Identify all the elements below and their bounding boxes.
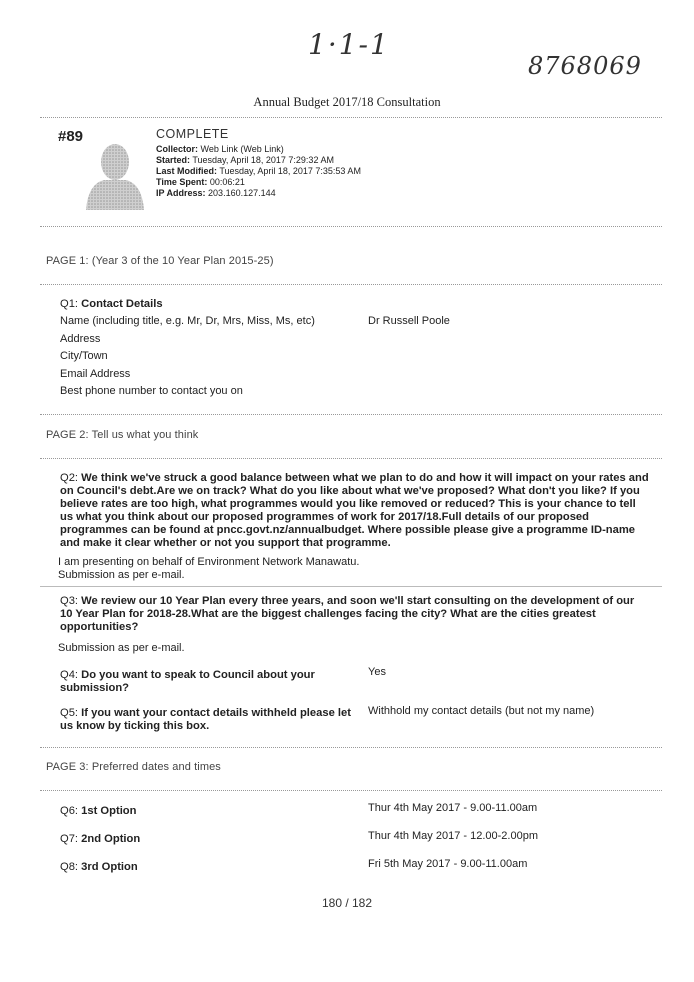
- q2-divider: [40, 586, 662, 587]
- contact-field-email-label: Email Address: [60, 368, 131, 380]
- contact-field-name-label: Name (including title, e.g. Mr, Dr, Mrs, Miss, Ms, etc): [60, 315, 315, 327]
- response-status: COMPLETE: [156, 127, 229, 141]
- collector-row: Collector: Web Link (Web Link): [156, 144, 284, 154]
- q7-answer: Thur 4th May 2017 - 12.00-2.00pm: [368, 830, 538, 842]
- q8-answer: Fri 5th May 2017 - 9.00-11.00am: [368, 858, 528, 870]
- user-silhouette-icon: [82, 140, 148, 210]
- ip-address-row: IP Address: 203.160.127.144: [156, 188, 276, 198]
- document-title: Annual Budget 2017/18 Consultation: [253, 95, 441, 109]
- q2-question: Q2: We think we've struck a good balance between what we plan to do and how it will impact on your rates and on Council's debt.Are we on track? What do you like about what we've proposed? What don't you like? If you believe rates are too high, what programmes would you like removed or reduced? This is your chance to tell us what you think about our proposed programmes of work for 2017/18.Full details of our proposed programmes can be found at pncc.govt.nz/annualbudget. Where possible please give a programme ID-name and make it clear whether or not you support that programme.: [60, 472, 649, 549]
- summary-divider: [40, 226, 662, 227]
- q1-heading: Q1: Contact Details: [60, 298, 163, 310]
- response-number: #89: [58, 128, 84, 145]
- q6-answer: Thur 4th May 2017 - 9.00-11.00am: [368, 802, 538, 814]
- q6-label: Q6: 1st Option: [60, 805, 137, 817]
- time-spent-row: Time Spent: 00:06:21: [156, 177, 245, 187]
- title-divider: [40, 117, 662, 118]
- page2-top-divider: [40, 414, 662, 415]
- page-number: 180 / 182: [321, 896, 373, 910]
- q2-answer: I am presenting on behalf of Environment Network Manawatu. Submission as per e-mail.: [58, 556, 360, 581]
- contact-field-address-label: Address: [60, 333, 101, 345]
- q4-question: Q4: Do you want to speak to Council about your submission?: [60, 669, 315, 694]
- q3-answer: Submission as per e-mail.: [58, 642, 185, 654]
- page1-header: PAGE 1: (Year 3 of the 10 Year Plan 2015-25): [46, 255, 274, 267]
- page3-header: PAGE 3: Preferred dates and times: [46, 761, 221, 773]
- page2-divider: [40, 458, 662, 459]
- handwritten-reference-number: 8768069: [528, 52, 642, 80]
- q3-question: Q3: We review our 10 Year Plan every three years, and soon we'll start consulting on the development of our 10 Year Plan for 2018-28.What are the biggest challenges facing the city? What are the cities greatest opportunities?: [60, 595, 635, 633]
- contact-field-phone-label: Best phone number to contact you on: [60, 385, 243, 397]
- q5-answer: Withhold my contact details (but not my name): [368, 705, 595, 717]
- started-row: Started: Tuesday, April 18, 2017 7:29:32 AM: [156, 155, 334, 165]
- page1-divider: [40, 284, 662, 285]
- q8-label: Q8: 3rd Option: [60, 861, 138, 873]
- q7-label: Q7: 2nd Option: [60, 833, 141, 845]
- contact-field-name-value: Dr Russell Poole: [368, 315, 450, 327]
- page2-header: PAGE 2: Tell us what you think: [46, 429, 199, 441]
- handwritten-reference-top: 1·1-1: [308, 28, 390, 61]
- contact-field-city-label: City/Town: [60, 350, 108, 362]
- response-metadata: [156, 144, 361, 199]
- modified-row: Last Modified: Tuesday, April 18, 2017 7:35:53 AM: [156, 166, 361, 176]
- q5-question: Q5: If you want your contact details withheld please let us know by ticking this box.: [60, 707, 351, 732]
- page3-top-divider: [40, 747, 662, 748]
- avatar: [82, 140, 148, 210]
- q4-answer: Yes: [368, 666, 386, 678]
- page3-divider: [40, 790, 662, 791]
